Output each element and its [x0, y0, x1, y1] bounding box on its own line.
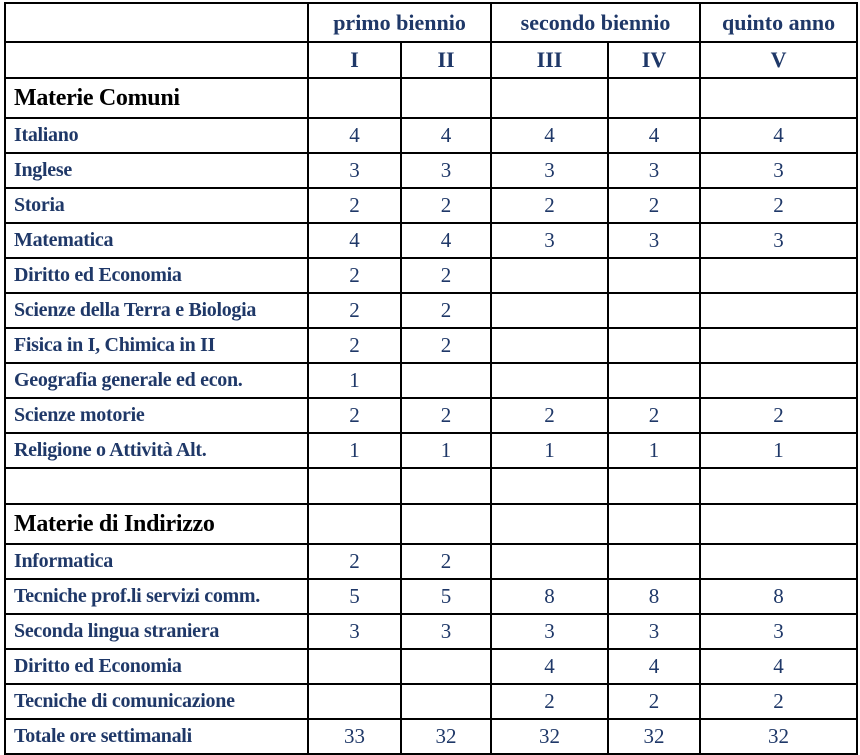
hours-cell: 2	[401, 188, 491, 223]
empty-cell	[401, 468, 491, 504]
hours-cell: 3	[308, 614, 401, 649]
hours-cell: 3	[491, 223, 608, 258]
hours-cell	[608, 544, 700, 579]
year-header: IV	[608, 42, 700, 78]
hours-cell: 2	[491, 188, 608, 223]
hours-cell: 4	[491, 118, 608, 153]
hours-cell: 5	[401, 579, 491, 614]
hours-cell	[700, 363, 857, 398]
subject-row	[5, 649, 857, 684]
total-hours-cell: 33	[308, 719, 401, 754]
empty-cell	[5, 468, 308, 504]
subject-name: Fisica in I, Chimica in II	[5, 328, 308, 363]
hours-cell: 4	[401, 118, 491, 153]
hours-cell: 3	[700, 153, 857, 188]
hours-cell: 3	[608, 223, 700, 258]
section-title: Materie di Indirizzo	[5, 504, 308, 544]
hours-cell: 2	[700, 684, 857, 719]
subject-row	[5, 579, 857, 614]
hours-cell: 2	[401, 258, 491, 293]
hours-cell	[491, 544, 608, 579]
hours-cell: 2	[608, 684, 700, 719]
hours-cell	[608, 293, 700, 328]
hours-cell: 4	[401, 223, 491, 258]
hours-cell	[308, 649, 401, 684]
hours-cell: 1	[401, 433, 491, 468]
subject-row	[5, 258, 857, 293]
empty-cell	[401, 504, 491, 544]
subject-row	[5, 153, 857, 188]
subject-name: Informatica	[5, 544, 308, 579]
hours-cell: 4	[608, 649, 700, 684]
hours-cell: 2	[308, 293, 401, 328]
subject-name: Scienze motorie	[5, 398, 308, 433]
total-hours-cell: 32	[401, 719, 491, 754]
hours-cell	[608, 363, 700, 398]
hours-cell: 2	[401, 328, 491, 363]
subject-name: Matematica	[5, 223, 308, 258]
subject-row	[5, 398, 857, 433]
hours-cell	[401, 363, 491, 398]
subject-row	[5, 188, 857, 223]
subject-name: Italiano	[5, 118, 308, 153]
year-header: III	[491, 42, 608, 78]
subject-name: Storia	[5, 188, 308, 223]
hours-cell	[700, 293, 857, 328]
hours-cell: 2	[608, 398, 700, 433]
hours-cell	[491, 328, 608, 363]
hours-cell: 2	[308, 544, 401, 579]
subject-name: Tecniche di comunicazione	[5, 684, 308, 719]
hours-cell: 2	[401, 544, 491, 579]
subject-name: Geografia generale ed econ.	[5, 363, 308, 398]
empty-cell	[608, 468, 700, 504]
subject-row	[5, 363, 857, 398]
hours-cell: 4	[700, 118, 857, 153]
empty-cell	[608, 78, 700, 118]
header-corner-cell	[5, 42, 308, 78]
hours-cell	[700, 544, 857, 579]
hours-cell: 4	[700, 649, 857, 684]
empty-cell	[608, 504, 700, 544]
hours-cell: 4	[608, 118, 700, 153]
subject-row	[5, 544, 857, 579]
total-hours-cell: 32	[608, 719, 700, 754]
hours-cell: 4	[308, 118, 401, 153]
hours-cell	[308, 684, 401, 719]
group-header: primo biennio	[308, 3, 491, 42]
subject-row	[5, 293, 857, 328]
hours-cell: 2	[700, 188, 857, 223]
hours-cell	[491, 293, 608, 328]
hours-cell: 5	[308, 579, 401, 614]
hours-cell	[401, 684, 491, 719]
empty-cell	[491, 504, 608, 544]
header-corner-cell	[5, 3, 308, 42]
hours-cell: 3	[608, 153, 700, 188]
hours-cell: 2	[401, 293, 491, 328]
hours-cell: 2	[491, 398, 608, 433]
group-header: secondo biennio	[491, 3, 700, 42]
subject-row	[5, 118, 857, 153]
subject-name: Diritto ed Economia	[5, 258, 308, 293]
year-header: V	[700, 42, 857, 78]
hours-cell: 3	[401, 153, 491, 188]
hours-cell	[491, 363, 608, 398]
hours-cell: 3	[608, 614, 700, 649]
hours-cell: 8	[491, 579, 608, 614]
hours-cell	[608, 328, 700, 363]
total-row	[5, 719, 857, 754]
hours-cell: 1	[308, 363, 401, 398]
subject-row	[5, 223, 857, 258]
empty-cell	[401, 78, 491, 118]
blank-row	[5, 468, 857, 504]
subject-row	[5, 433, 857, 468]
hours-cell: 2	[491, 684, 608, 719]
hours-cell: 3	[700, 223, 857, 258]
group-header: quinto anno	[700, 3, 857, 42]
subject-name: Seconda lingua straniera	[5, 614, 308, 649]
empty-cell	[700, 78, 857, 118]
hours-cell: 2	[308, 398, 401, 433]
hours-cell: 4	[308, 223, 401, 258]
section-title-row	[5, 78, 857, 118]
hours-cell	[401, 649, 491, 684]
year-header: I	[308, 42, 401, 78]
subject-name: Diritto ed Economia	[5, 649, 308, 684]
empty-cell	[308, 78, 401, 118]
hours-cell: 2	[308, 188, 401, 223]
hours-cell: 1	[308, 433, 401, 468]
year-header: II	[401, 42, 491, 78]
hours-cell: 2	[401, 398, 491, 433]
subject-name: Inglese	[5, 153, 308, 188]
hours-cell: 2	[608, 188, 700, 223]
hours-cell: 3	[700, 614, 857, 649]
hours-cell	[491, 258, 608, 293]
empty-cell	[700, 468, 857, 504]
hours-cell: 2	[308, 258, 401, 293]
header-groups-row	[5, 3, 857, 42]
subject-row	[5, 684, 857, 719]
subject-name: Tecniche prof.li servizi comm.	[5, 579, 308, 614]
hours-cell: 8	[700, 579, 857, 614]
hours-cell: 3	[308, 153, 401, 188]
hours-cell: 8	[608, 579, 700, 614]
hours-cell	[700, 258, 857, 293]
timetable	[4, 2, 858, 755]
section-title: Materie Comuni	[5, 78, 308, 118]
empty-cell	[700, 504, 857, 544]
empty-cell	[491, 78, 608, 118]
hours-cell: 1	[491, 433, 608, 468]
total-label: Totale ore settimanali	[5, 719, 308, 754]
empty-cell	[308, 468, 401, 504]
hours-cell: 2	[308, 328, 401, 363]
section-title-row	[5, 504, 857, 544]
hours-cell	[608, 258, 700, 293]
hours-cell	[700, 328, 857, 363]
hours-cell: 4	[491, 649, 608, 684]
subject-name: Scienze della Terra e Biologia	[5, 293, 308, 328]
hours-cell: 3	[401, 614, 491, 649]
subject-row	[5, 328, 857, 363]
subject-name: Religione o Attività Alt.	[5, 433, 308, 468]
empty-cell	[308, 504, 401, 544]
total-hours-cell: 32	[491, 719, 608, 754]
hours-cell: 3	[491, 153, 608, 188]
header-years-row	[5, 42, 857, 78]
hours-cell: 1	[608, 433, 700, 468]
hours-cell: 1	[700, 433, 857, 468]
subject-row	[5, 614, 857, 649]
hours-cell: 2	[700, 398, 857, 433]
empty-cell	[491, 468, 608, 504]
hours-cell: 3	[491, 614, 608, 649]
total-hours-cell: 32	[700, 719, 857, 754]
